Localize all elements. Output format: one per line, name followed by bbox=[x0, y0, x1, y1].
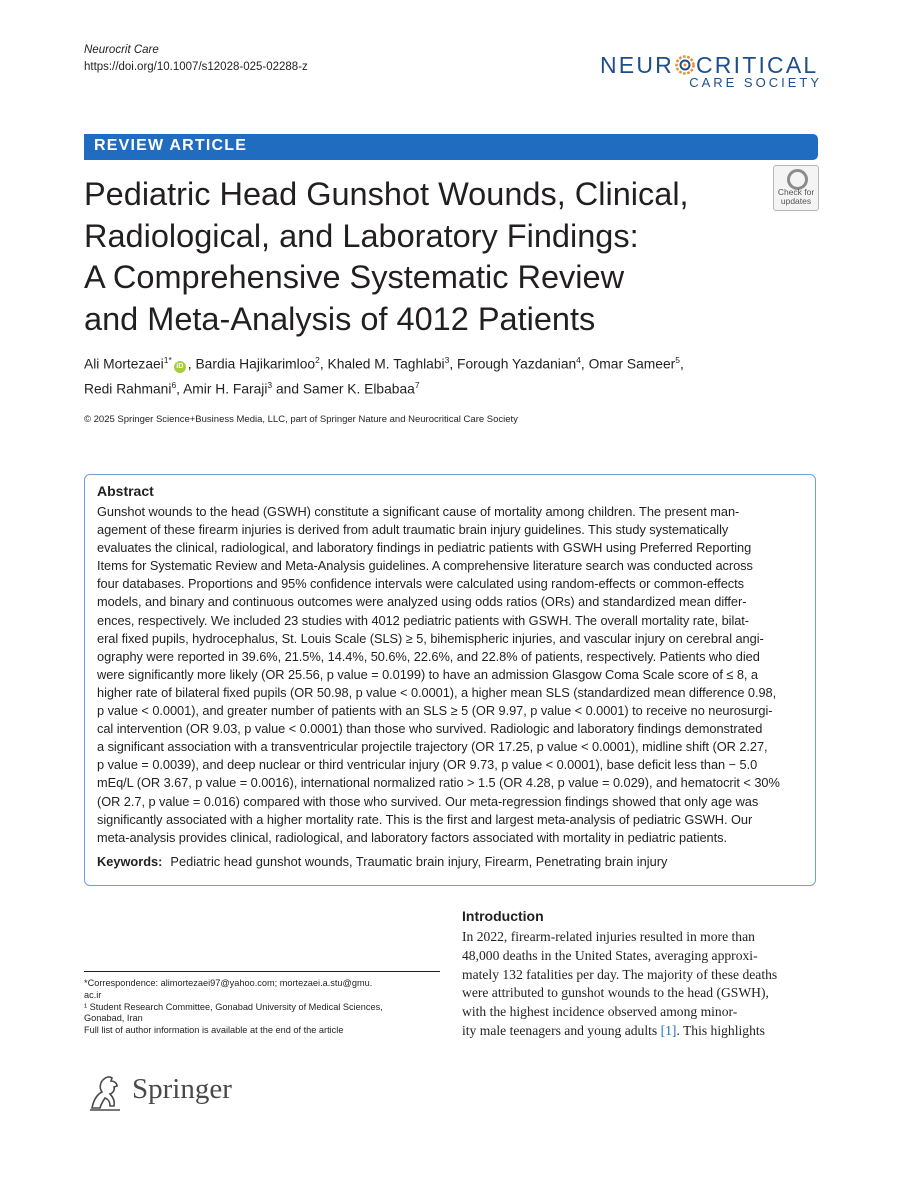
author-name[interactable]: Samer K. Elbabaa bbox=[302, 381, 415, 397]
author-name[interactable]: Bardia Hajikarimloo bbox=[195, 356, 316, 372]
keywords-list: Pediatric head gunshot wounds, Traumatic brain injury, Firearm, Penetrating brain injury bbox=[170, 854, 668, 869]
abstract-line: Gunshot wounds to the head (GSWH) constitute a significant cause of mortality among children. The present man- bbox=[97, 504, 740, 519]
intro-line: were attributed to gunshot wounds to the head (GSWH), bbox=[462, 985, 769, 1001]
abstract-line: models, and binary and continuous outcomes were analyzed using odds ratios (ORs) and standardized mean differ- bbox=[97, 594, 747, 610]
introduction-body bbox=[462, 928, 818, 1041]
footnote-line: ac.ir bbox=[84, 989, 102, 1000]
author-affiliation: 3 bbox=[444, 355, 450, 365]
footnotes bbox=[84, 978, 424, 1037]
abstract-line: ences, respectively. We included 23 studies with 4012 pediatric patients with GSWH. The overall mortality rate, bilat- bbox=[97, 612, 750, 628]
author-affiliation: 1* bbox=[163, 355, 172, 365]
copyright-notice: © 2025 Springer Science+Business Media, LLC, part of Springer Nature and Neurocritical Care Society bbox=[84, 414, 518, 425]
abstract-line: were significantly more likely (OR 25.56, p value = 0.0199) to have an admission Glasgow Coma Scale score of ≤ 8, a bbox=[97, 666, 758, 682]
author-name[interactable]: Amir H. Faraji bbox=[183, 381, 268, 397]
author-name[interactable]: Ali Mortezaei bbox=[84, 356, 164, 372]
title-line: A Comprehensive Systematic Review bbox=[84, 259, 625, 295]
author-affiliation: 5 bbox=[675, 355, 680, 365]
keywords-label: Keywords: bbox=[97, 854, 163, 869]
abstract-body bbox=[97, 503, 809, 847]
abstract-line: significantly associated with a higher mortality rate. This is the first and largest meta-analysis of pediatric GSWH. Our bbox=[97, 811, 753, 827]
logo-subtitle: CARE SOCIETY bbox=[689, 75, 822, 90]
author-affiliation: 4 bbox=[576, 355, 581, 365]
publisher-name: Springer bbox=[132, 1073, 232, 1105]
author-affiliation: 3 bbox=[267, 379, 273, 390]
footnote-line: Full list of author information is available at the end of the article bbox=[84, 1025, 344, 1036]
check-updates-line: Check for bbox=[777, 187, 815, 197]
abstract-line: p value = 0.0039), and deep nuclear or third ventricular injury (OR 9.73, p value < 0.0001), base deficit less than − 5.0 bbox=[97, 757, 758, 773]
author-list: Ali Mortezaei$^{1*}$iD , Bardia Hajikarimloo$^2$, Khaled M. Taghlabi$^3$, Forough Yazdanian$^4$, Omar Sameer$^5$, Redi Rahmani$^6$, Amir H. Faraji$^3$ and Samer K. Elbabaa$^7$ bbox=[84, 355, 684, 397]
orcid-icon[interactable]: iD bbox=[174, 361, 186, 373]
abstract-line: agement of these firearm injuries is derived from adult traumatic brain injury guidelines. This study systematically bbox=[97, 522, 729, 538]
springer-horse-icon bbox=[84, 1070, 128, 1114]
abstract-heading: Abstract bbox=[97, 483, 154, 499]
footnote-line: *Correspondence: alimortezaei97@yahoo.com; mortezaei.a.stu@gmu. bbox=[84, 978, 373, 988]
keywords bbox=[97, 854, 667, 869]
footnote-line: ¹ Student Research Committee, Gonabad University of Medical Sciences, bbox=[84, 1001, 383, 1012]
author-name[interactable]: Forough Yazdanian bbox=[457, 356, 577, 372]
article-type-banner bbox=[84, 134, 818, 160]
abstract-line: Items for Systematic Review and Meta-Analysis guidelines. A comprehensive literature search was conducted across bbox=[97, 558, 753, 574]
footnote-line: Gonabad, Iran bbox=[84, 1013, 143, 1024]
introduction-heading: Introduction bbox=[462, 908, 544, 924]
abstract-line: eral fixed pupils, hydrocephalus, St. Louis Scale (SLS) ≥ 5, bihemispheric injuries, and vascular injury on cerebral angi- bbox=[97, 630, 764, 646]
logo-text-right: CRITICAL bbox=[695, 52, 819, 78]
logo-text-left: NEUR bbox=[600, 52, 674, 78]
abstract-line: higher rate of bilateral fixed pupils (OR 50.98, p value < 0.0001), a higher mean SLS (standardized mean difference 0.98, bbox=[97, 684, 777, 700]
intro-line: 48,000 deaths in the United States, averaging approxi- bbox=[462, 947, 758, 963]
abstract-line: a significant association with a transventricular projectile trajectory (OR 17.25, p value < 0.0001), midline shift (OR 2.27, bbox=[97, 739, 768, 755]
citation-link[interactable]: [1] bbox=[660, 1022, 677, 1038]
author-name[interactable]: Omar Sameer bbox=[588, 356, 676, 372]
intro-line: with the highest incidence observed among minor- bbox=[462, 1004, 738, 1020]
author-name[interactable]: Khaled M. Taghlabi bbox=[327, 356, 445, 372]
footnote-divider bbox=[84, 971, 440, 972]
intro-line: ity male teenagers and young adults [1]. This highlights bbox=[462, 1022, 765, 1038]
title-line: Pediatric Head Gunshot Wounds, Clinical, bbox=[84, 176, 689, 212]
article-type-label: REVIEW ARTICLE bbox=[94, 137, 248, 154]
abstract-line: evaluates the clinical, radiological, and laboratory findings in pediatric patients with GSWH using Preferred Reporting bbox=[97, 540, 752, 556]
springer-logo bbox=[84, 1070, 259, 1116]
intro-line: mately 132 fatalities per day. The majority of these deaths bbox=[462, 966, 778, 982]
title-line: Radiological, and Laboratory Findings: bbox=[84, 217, 639, 254]
intro-line: In 2022, firearm-related injuries resulted in more than bbox=[462, 929, 755, 944]
article-title bbox=[84, 174, 764, 340]
ncs-logo bbox=[600, 48, 822, 96]
abstract-line: (OR 2.7, p value = 0.016) compared with those who survived. Our meta-regression findings showed that only age was bbox=[97, 793, 759, 809]
doi-link[interactable]: https://doi.org/10.1007/s12028-025-02288-z bbox=[84, 61, 308, 73]
abstract-line: four databases. Proportions and 95% confidence intervals were calculated using random-effects or common-effects bbox=[97, 576, 744, 592]
journal-name: Neurocrit Care bbox=[84, 44, 159, 56]
title-line: and Meta-Analysis of 4012 Patients bbox=[84, 300, 596, 337]
author-affiliation: 6 bbox=[171, 379, 177, 390]
author-affiliation: 2 bbox=[315, 355, 320, 365]
abstract-box bbox=[84, 474, 816, 886]
abstract-line: mEq/L (OR 3.67, p value = 0.0016), international normalized ratio > 1.5 (OR 4.28, p value = 0.029), and hematocrit < 30% bbox=[97, 775, 780, 791]
author-name[interactable]: Redi Rahmani bbox=[84, 381, 172, 397]
brain-cog-icon bbox=[675, 55, 695, 75]
abstract-line: ography were reported in 39.6%, 21.5%, 14.4%, 50.6%, 22.6%, and 22.8% of patients, respectively. Patients who died bbox=[97, 648, 760, 664]
check-for-updates-button[interactable] bbox=[773, 165, 819, 211]
abstract-line: cal intervention (OR 9.03, p value < 0.0001) than those who survived. Radiologic and laboratory findings demonstrated bbox=[97, 721, 763, 737]
author-affiliation: 7 bbox=[414, 379, 420, 390]
abstract-line: p value < 0.0001), and greater number of patients with an SLS ≥ 5 (OR 9.97, p value < 0.0001) to receive no neurosurgi- bbox=[97, 703, 773, 719]
check-updates-line: updates bbox=[780, 196, 812, 206]
abstract-line: meta-analysis provides clinical, radiological, and laboratory factors associated with mortality in pediatric patients. bbox=[97, 829, 727, 845]
